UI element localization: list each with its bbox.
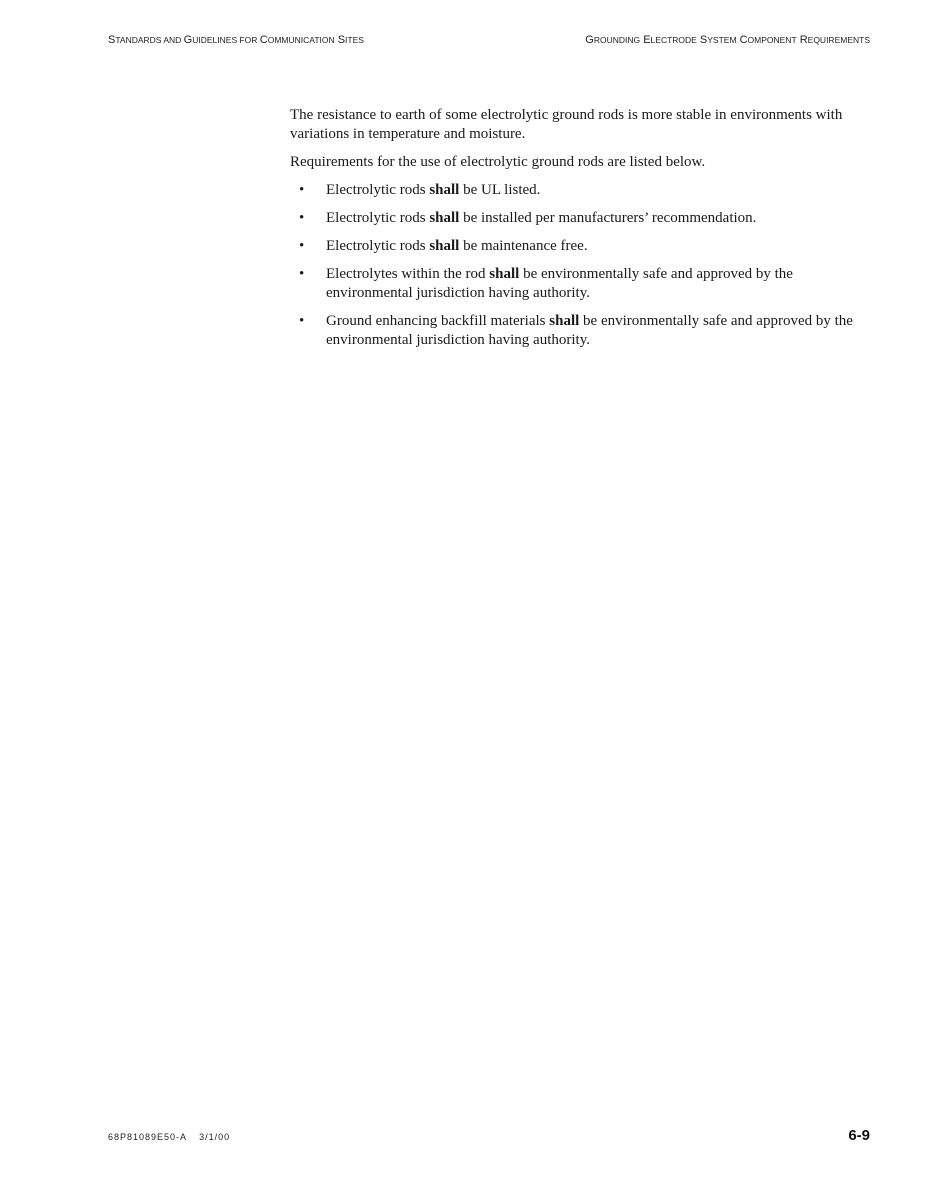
list-item [290,209,875,228]
bullet-icon: • [299,266,305,282]
footer-document-id [108,1132,230,1142]
list-item [290,265,875,303]
list-item-text-before: Electrolytic rods [326,238,430,254]
list-item-text-after: be installed per manufacturers’ recommendation. [459,210,757,226]
footer-doc-number: 68P81089E50-A [108,1132,188,1142]
header-left-part: STANDARDS [108,34,162,46]
list-item-text-before: Electrolytic rods [326,210,430,226]
header-right-part: ELECTRODE [640,34,697,46]
header-right-part: GROUNDING [585,34,641,46]
list-item-keyword: shall [549,313,580,329]
list-item-text-after: be maintenance free. [459,238,588,254]
header-left-part: SITES [334,34,364,46]
intro-paragraph: The resistance to earth of some electrolytic ground rods is more stable in environments with variations in temperature and moisture. [290,107,843,142]
requirements-lead-paragraph: Requirements for the use of electrolytic ground rods are listed below. [290,154,706,170]
bullet-icon: • [299,182,305,198]
list-item-text-before: Electrolytic rods [326,182,430,198]
page-header [0,34,925,50]
list-item-text-before: Electrolytes within the rod [326,266,490,282]
bullet-icon: • [299,313,305,329]
header-left-part: GUIDELINES [183,34,238,46]
header-section-title [585,34,870,46]
requirements-list [290,181,875,350]
header-document-title [108,34,364,46]
header-right-part: SYSTEM [696,34,737,46]
header-left-part: FOR [237,35,260,45]
list-item-keyword: shall [429,238,460,254]
list-item [290,312,875,350]
list-item-text-before: Ground enhancing backfill materials [326,313,550,329]
list-item-keyword: shall [429,210,460,226]
list-item [290,237,875,256]
header-left-part: COMMUNICATION [259,34,335,46]
header-right-part: COMPONENT [736,34,797,46]
list-item-text-after: be environmentally safe and approved by the environmental jurisdiction having authority. [326,313,853,348]
body-content [290,106,875,359]
bullet-icon: • [299,210,305,226]
footer-date: 3/1/00 [199,1132,231,1142]
header-left-part: AND [161,35,184,45]
list-item-text-after: be environmentally safe and approved by the environmental jurisdiction having authority. [326,266,793,301]
list-item-text-after: be UL listed. [459,182,541,198]
header-right-part: REQUIREMENTS [796,34,870,46]
page-number: 6-9 [848,1127,870,1144]
bullet-icon: • [299,238,305,254]
list-item-keyword: shall [429,182,460,198]
list-item [290,181,875,200]
list-item-keyword: shall [489,266,520,282]
